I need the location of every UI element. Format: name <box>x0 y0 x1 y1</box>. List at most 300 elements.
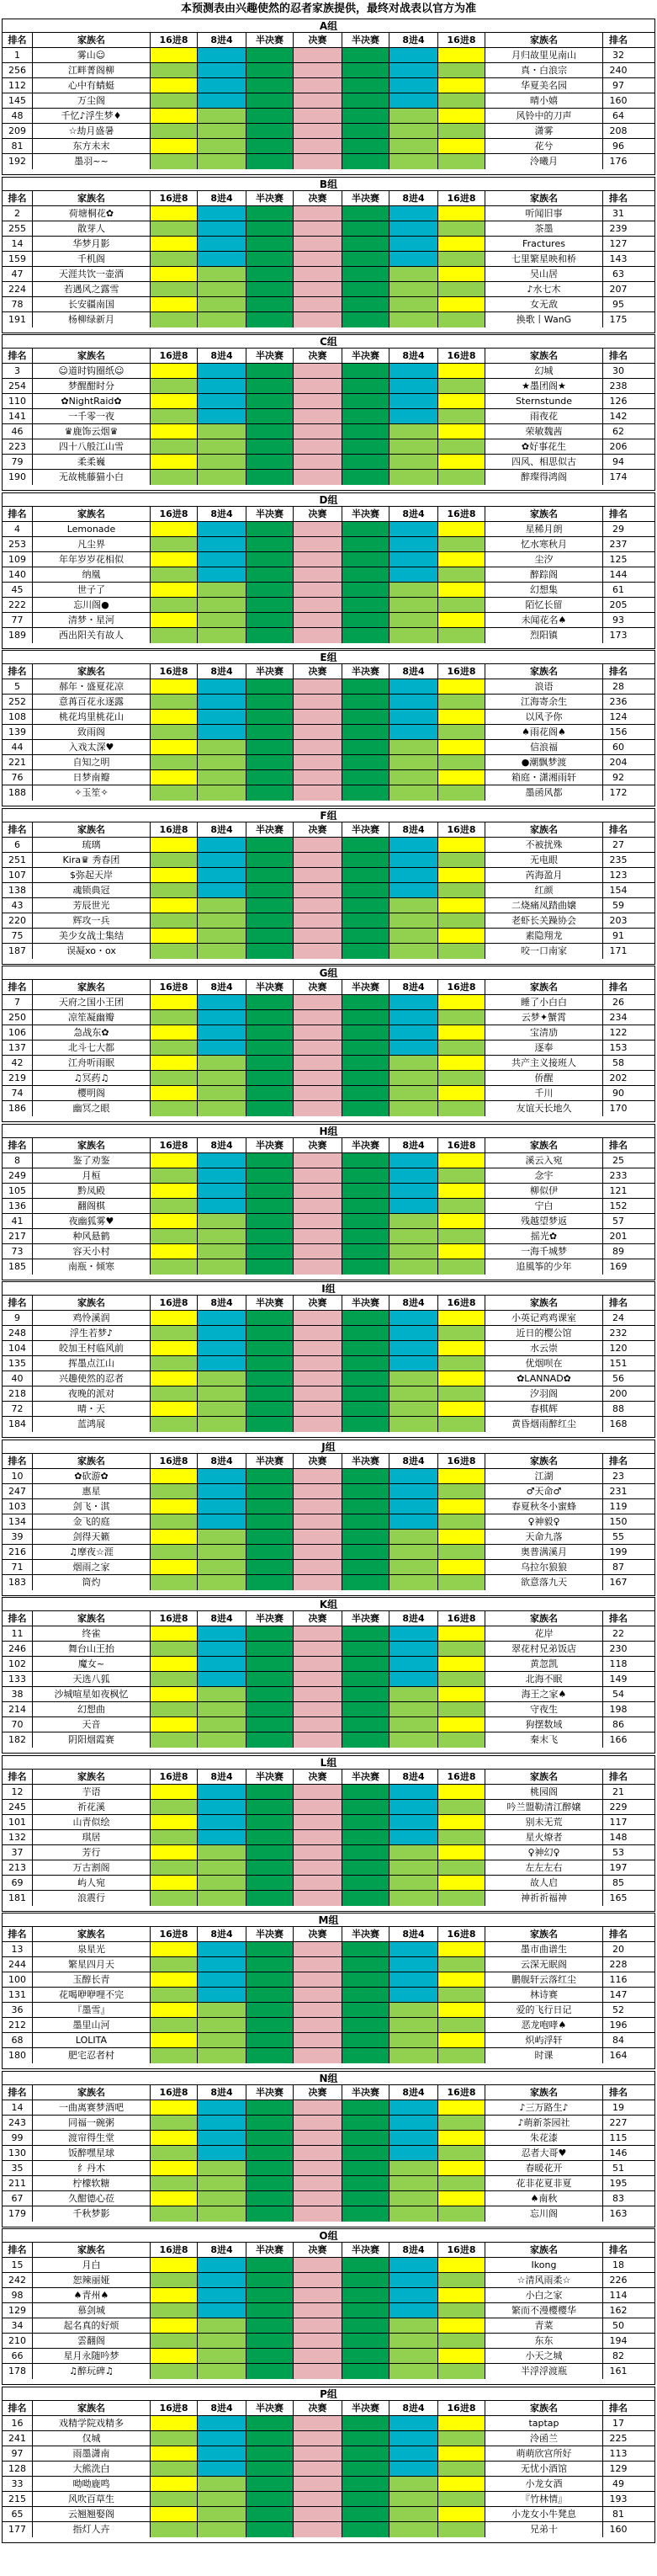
group-title: F组 <box>3 809 654 822</box>
semifinal-cell <box>342 838 389 852</box>
round16-cell <box>151 710 198 724</box>
group-title: I组 <box>3 1282 654 1296</box>
team-row <box>3 1499 654 1514</box>
semifinal-cell <box>342 470 389 485</box>
semifinal-cell <box>342 1732 389 1748</box>
column-header: 决赛 <box>294 822 342 837</box>
family-name-cell: 星火燎者 <box>485 1830 603 1844</box>
round8-cell <box>389 2018 438 2032</box>
team-row <box>3 2522 654 2537</box>
final-cell <box>294 2161 342 2175</box>
rank-cell: 49 <box>612 2478 624 2489</box>
semifinal-cell <box>246 124 294 138</box>
final-cell <box>294 2018 342 2032</box>
family-name-cell: 呦呦鹿鸣 <box>33 2477 151 2491</box>
final-cell <box>294 1386 342 1401</box>
rank-cell: 120 <box>609 1343 628 1354</box>
family-name-cell: 西出阳关有故人 <box>33 628 151 643</box>
family-name-cell: 鉴了劝鉴 <box>33 1153 151 1168</box>
semifinal-cell <box>342 1876 389 1890</box>
final-cell <box>294 853 342 867</box>
semifinal-cell <box>342 2018 389 2032</box>
family-name-cell: $弥起天岸 <box>33 868 151 882</box>
round16-cell <box>438 63 485 77</box>
final-cell <box>294 522 342 536</box>
column-header: 决赛 <box>294 1770 342 1784</box>
round16-cell <box>438 913 485 928</box>
rank-cell: 227 <box>609 2116 628 2128</box>
round16-cell <box>151 124 198 138</box>
team-row <box>3 853 654 868</box>
round8-cell <box>198 439 246 454</box>
team-row <box>3 2431 654 2446</box>
round8-cell <box>198 522 246 536</box>
rank-cell: 108 <box>3 710 33 724</box>
final-cell <box>294 1168 342 1183</box>
column-header: 半决赛 <box>246 1611 294 1626</box>
round8-cell <box>389 583 438 597</box>
round8-cell <box>389 522 438 536</box>
family-name-cell: 容天小村 <box>33 1244 151 1259</box>
semifinal-cell <box>342 2258 389 2272</box>
round8-cell <box>198 944 246 959</box>
column-header: 16进8 <box>438 664 485 679</box>
family-name-cell: 一曲离赛梦酒吧 <box>33 2100 151 2115</box>
round16-cell <box>151 1386 198 1401</box>
family-name-cell: 花兮 <box>485 139 603 153</box>
column-header: 8进4 <box>198 1770 246 1784</box>
team-row <box>3 1626 654 1642</box>
semifinal-cell <box>246 2100 294 2115</box>
round8-cell <box>389 1972 438 1987</box>
header-row <box>3 664 654 679</box>
semifinal-cell <box>246 2364 294 2379</box>
semifinal-cell <box>246 898 294 913</box>
column-header: 半决赛 <box>342 1296 389 1310</box>
round16-cell <box>438 898 485 913</box>
rank-cell: 163 <box>609 2207 628 2219</box>
semifinal-cell <box>246 2477 294 2491</box>
rank-cell: 251 <box>3 853 33 867</box>
final-cell <box>294 1800 342 1814</box>
semifinal-cell <box>342 1800 389 1814</box>
final-cell <box>294 139 342 153</box>
round8-cell <box>198 552 246 567</box>
rank-cell: 59 <box>612 899 624 911</box>
column-header: 排名 <box>609 350 628 361</box>
family-name-cell: ♪水七木 <box>485 282 603 296</box>
round16-cell <box>151 2334 198 2348</box>
semifinal-cell <box>246 455 294 469</box>
rank-cell: 83 <box>612 2192 624 2204</box>
family-name-cell: Ikong <box>485 2258 603 2272</box>
semifinal-cell <box>342 1010 389 1025</box>
family-name-cell: ♠青州♠ <box>33 2288 151 2302</box>
semifinal-cell <box>246 2033 294 2047</box>
family-name-cell: 守夜生 <box>485 1702 603 1716</box>
team-row <box>3 1184 654 1199</box>
rank-cell: 30 <box>612 365 624 376</box>
rank-cell: 209 <box>3 124 33 138</box>
column-header: 排名 <box>609 2086 628 2098</box>
family-name-cell: 雨墨潇南 <box>33 2446 151 2461</box>
rank-cell: 94 <box>612 456 624 467</box>
round16-cell <box>438 78 485 93</box>
semifinal-cell <box>246 2161 294 2175</box>
family-name-cell: LOLITA <box>33 2033 151 2047</box>
group-table <box>2 2228 655 2385</box>
family-name-cell: 花岸 <box>485 1626 603 1641</box>
rank-cell: 70 <box>3 1717 33 1732</box>
rank-cell: 46 <box>3 424 33 439</box>
team-row <box>3 1876 654 1891</box>
round16-cell <box>151 93 198 108</box>
header-row <box>3 1138 654 1153</box>
rank-cell: 256 <box>3 63 33 77</box>
team-row <box>3 1785 654 1800</box>
round8-cell <box>198 1702 246 1716</box>
final-cell <box>294 1988 342 2002</box>
family-name-cell: 小龙女小牛凳息 <box>485 2507 603 2521</box>
rank-cell: 58 <box>612 1057 624 1068</box>
rank-cell: 128 <box>3 2462 33 2476</box>
final-cell <box>294 312 342 327</box>
round16-cell <box>438 2048 485 2063</box>
family-name-cell: 二烧痛凤踏曲嬢 <box>485 898 603 913</box>
semifinal-cell <box>342 1101 389 1116</box>
round8-cell <box>389 1575 438 1590</box>
semifinal-cell <box>246 1041 294 1055</box>
round8-cell <box>198 2416 246 2430</box>
semifinal-cell <box>246 1957 294 1972</box>
rank-cell: 220 <box>3 913 33 928</box>
round16-cell <box>151 838 198 852</box>
team-row <box>3 1101 654 1116</box>
team-row <box>3 2258 654 2273</box>
rank-cell: 137 <box>3 1041 33 1055</box>
round8-cell <box>198 2033 246 2047</box>
round8-cell <box>198 1642 246 1656</box>
rank-cell: 88 <box>612 1403 624 1414</box>
round16-cell <box>151 1732 198 1748</box>
column-header: 8进4 <box>389 507 438 521</box>
semifinal-cell <box>342 1025 389 1040</box>
column-header: 8进4 <box>198 2243 246 2257</box>
semifinal-cell <box>246 929 294 943</box>
round16-cell <box>438 2146 485 2160</box>
round16-cell <box>438 282 485 296</box>
semifinal-cell <box>342 2522 389 2537</box>
column-header: 排名 <box>3 33 33 47</box>
semifinal-cell <box>342 2416 389 2430</box>
final-cell <box>294 221 342 236</box>
round8-cell <box>389 1942 438 1956</box>
round16-cell <box>438 1560 485 1574</box>
column-header: 决赛 <box>294 507 342 521</box>
family-name-cell: 饭醉嘿星球 <box>33 2146 151 2160</box>
family-name-cell: 月白 <box>33 2258 151 2272</box>
family-name-cell: 千川 <box>485 1086 603 1100</box>
final-cell <box>294 1942 342 1956</box>
semifinal-cell <box>246 48 294 62</box>
round8-cell <box>198 1311 246 1325</box>
round16-cell <box>151 1371 198 1386</box>
rank-cell: 192 <box>3 154 33 169</box>
final-cell <box>294 628 342 643</box>
round16-cell <box>151 63 198 77</box>
round16-cell <box>438 1259 485 1275</box>
column-header: 16进8 <box>438 191 485 205</box>
round8-cell <box>389 2206 438 2222</box>
rank-cell: 69 <box>3 1876 33 1890</box>
round8-cell <box>389 944 438 959</box>
family-name-cell: taptap <box>485 2416 603 2430</box>
semifinal-cell <box>246 297 294 311</box>
team-row <box>3 2477 654 2492</box>
final-cell <box>294 252 342 266</box>
rank-cell: 106 <box>3 1025 33 1040</box>
round8-cell <box>198 1785 246 1799</box>
rank-cell: 41 <box>3 1214 33 1228</box>
semifinal-cell <box>342 995 389 1009</box>
column-header: 半决赛 <box>342 1138 389 1152</box>
team-row <box>3 439 654 455</box>
round16-cell <box>438 1942 485 1956</box>
final-cell <box>294 1815 342 1829</box>
family-name-cell: 墨里山河 <box>33 2018 151 2032</box>
column-header: 8进4 <box>198 1138 246 1152</box>
round16-cell <box>151 1244 198 1259</box>
family-name-cell: 柔柔巍 <box>33 455 151 469</box>
column-header: 家族名 <box>33 822 151 837</box>
rank-cell: 198 <box>609 1704 628 1715</box>
round16-cell <box>151 898 198 913</box>
rank-cell: 147 <box>609 1989 628 2000</box>
semifinal-cell <box>246 1530 294 1544</box>
rank-cell: 56 <box>612 1373 624 1384</box>
round16-cell <box>151 1056 198 1070</box>
final-cell <box>294 929 342 943</box>
round8-cell <box>198 1514 246 1529</box>
team-row <box>3 93 654 109</box>
semifinal-cell <box>342 2349 389 2363</box>
semifinal-cell <box>342 1972 389 1987</box>
column-header: 16进8 <box>438 2243 485 2257</box>
round16-cell <box>151 883 198 897</box>
family-name-cell: 萌萌欣宫所好 <box>485 2446 603 2461</box>
rank-cell: 122 <box>609 1027 628 1038</box>
round8-cell <box>198 1687 246 1701</box>
semifinal-cell <box>246 424 294 439</box>
round16-cell <box>438 1545 485 1559</box>
semifinal-cell <box>246 1010 294 1025</box>
family-name-cell: 无忧小酒馆 <box>485 2462 603 2476</box>
round16-cell <box>438 1469 485 1483</box>
family-name-cell: 吟兰盟勒清江醉嬢 <box>485 1800 603 1814</box>
round8-cell <box>198 2364 246 2379</box>
round16-cell <box>438 1785 485 1799</box>
round8-cell <box>198 2206 246 2222</box>
team-row <box>3 1326 654 1341</box>
round16-cell <box>438 1153 485 1168</box>
final-cell <box>294 2349 342 2363</box>
team-row <box>3 379 654 394</box>
team-row <box>3 470 654 485</box>
family-name-cell: ♪三万路生♪ <box>485 2100 603 2115</box>
round16-cell <box>438 1687 485 1701</box>
semifinal-cell <box>246 1402 294 1416</box>
group-table <box>2 1597 655 1754</box>
final-cell <box>294 1642 342 1656</box>
round16-cell <box>151 2131 198 2145</box>
final-cell <box>294 1056 342 1070</box>
round16-cell <box>438 1642 485 1656</box>
header-row <box>3 980 654 995</box>
team-row <box>3 221 654 237</box>
round8-cell <box>389 598 438 612</box>
rank-cell: 96 <box>612 141 624 152</box>
semifinal-cell <box>342 1702 389 1716</box>
semifinal-cell <box>342 898 389 913</box>
family-name-cell: ✿LANNAD✿ <box>485 1371 603 1386</box>
round8-cell <box>198 2446 246 2461</box>
family-name-cell: 久酣德心莅 <box>33 2191 151 2206</box>
rank-cell: 196 <box>609 2020 628 2030</box>
family-name-cell: 奥普满溪月 <box>485 1545 603 1559</box>
semifinal-cell <box>246 1417 294 1432</box>
round8-cell <box>389 2161 438 2175</box>
round8-cell <box>389 2507 438 2521</box>
rank-cell: 139 <box>3 725 33 739</box>
group-title: L组 <box>3 1756 654 1770</box>
round16-cell <box>151 267 198 281</box>
round16-cell <box>438 1229 485 1243</box>
column-header: 排名 <box>3 507 33 521</box>
column-header: 半决赛 <box>342 2243 389 2257</box>
team-row <box>3 1815 654 1830</box>
family-name-cell: 纳凰 <box>33 567 151 582</box>
team-row <box>3 1672 654 1687</box>
rank-cell: 173 <box>609 629 628 641</box>
rank-cell: 66 <box>3 2349 33 2363</box>
team-row <box>3 1560 654 1575</box>
family-name-cell: 烈阳镇 <box>485 628 603 643</box>
semifinal-cell <box>246 2003 294 2017</box>
family-name-cell: 近日的樱公馆 <box>485 1326 603 1340</box>
round16-cell <box>151 1545 198 1559</box>
family-name-cell: 千忆♪浮生梦♦ <box>33 109 151 123</box>
round16-cell <box>438 139 485 153</box>
rank-cell: 73 <box>3 1244 33 1259</box>
round8-cell <box>198 567 246 582</box>
family-name-cell: 芳行 <box>33 1845 151 1860</box>
round8-cell <box>198 1530 246 1544</box>
round8-cell <box>389 1687 438 1701</box>
rank-cell: 153 <box>609 1042 628 1053</box>
column-header: 家族名 <box>485 1611 603 1626</box>
rank-cell: 254 <box>3 379 33 393</box>
family-name-cell: 辉攻一兵 <box>33 913 151 928</box>
final-cell <box>294 1687 342 1701</box>
family-name-cell: 千秋梦影 <box>33 2206 151 2222</box>
round16-cell <box>151 1469 198 1483</box>
rank-cell: 132 <box>3 1830 33 1844</box>
final-cell <box>294 695 342 709</box>
column-header: 半决赛 <box>246 664 294 679</box>
semifinal-cell <box>246 1056 294 1070</box>
final-cell <box>294 48 342 62</box>
round8-cell <box>198 1371 246 1386</box>
semifinal-cell <box>342 725 389 739</box>
family-name-cell: 江湖 <box>485 1469 603 1483</box>
family-name-cell: 咬一口南家 <box>485 944 603 959</box>
semifinal-cell <box>342 1356 389 1370</box>
round8-cell <box>198 1891 246 1906</box>
round16-cell <box>151 1972 198 1987</box>
column-header: 决赛 <box>294 980 342 994</box>
column-header: 8进4 <box>198 822 246 837</box>
column-header: 排名 <box>3 1454 33 1468</box>
rank-cell: 229 <box>609 1801 628 1812</box>
column-header: 半决赛 <box>342 1611 389 1626</box>
semifinal-cell <box>246 1672 294 1686</box>
column-header: 16进8 <box>438 1138 485 1152</box>
rank-cell: 213 <box>3 1860 33 1875</box>
column-header: 8进4 <box>389 191 438 205</box>
semifinal-cell <box>246 394 294 408</box>
family-name-cell: 时课 <box>485 2048 603 2063</box>
family-name-cell: 华夏美名园 <box>485 78 603 93</box>
round8-cell <box>389 552 438 567</box>
rank-cell: 231 <box>609 1485 628 1497</box>
final-cell <box>294 1732 342 1748</box>
round8-cell <box>389 1484 438 1498</box>
round16-cell <box>438 1657 485 1671</box>
rank-cell: 247 <box>3 1484 33 1498</box>
family-name-cell: ☺道时钩圈纸☺ <box>33 364 151 378</box>
column-header: 16进8 <box>151 1611 198 1626</box>
team-row <box>3 2462 654 2477</box>
round16-cell <box>151 2258 198 2272</box>
semifinal-cell <box>342 379 389 393</box>
round16-cell <box>151 1199 198 1213</box>
round8-cell <box>198 613 246 627</box>
column-header: 8进4 <box>198 1927 246 1941</box>
family-name-cell: 换歌丨WanG <box>485 312 603 327</box>
rank-cell: 234 <box>609 1012 628 1023</box>
semifinal-cell <box>246 1972 294 1987</box>
rank-cell: 175 <box>609 313 628 325</box>
family-name-cell: 林诗赛 <box>485 1988 603 2002</box>
team-row <box>3 883 654 898</box>
rank-cell: 68 <box>3 2033 33 2047</box>
column-header: 16进8 <box>151 2243 198 2257</box>
family-name-cell: 老虾长关躁协会 <box>485 913 603 928</box>
semifinal-cell <box>246 2462 294 2476</box>
round8-cell <box>389 2176 438 2190</box>
round16-cell <box>151 628 198 643</box>
family-name-cell: 繁星四月天 <box>33 1957 151 1972</box>
round8-cell <box>389 1499 438 1514</box>
team-row <box>3 1386 654 1402</box>
round8-cell <box>198 1417 246 1432</box>
team-row <box>3 1845 654 1860</box>
rank-cell: 188 <box>3 785 33 801</box>
rank-cell: 36 <box>3 2003 33 2017</box>
round8-cell <box>198 379 246 393</box>
round16-cell <box>151 944 198 959</box>
round16-cell <box>438 1326 485 1340</box>
